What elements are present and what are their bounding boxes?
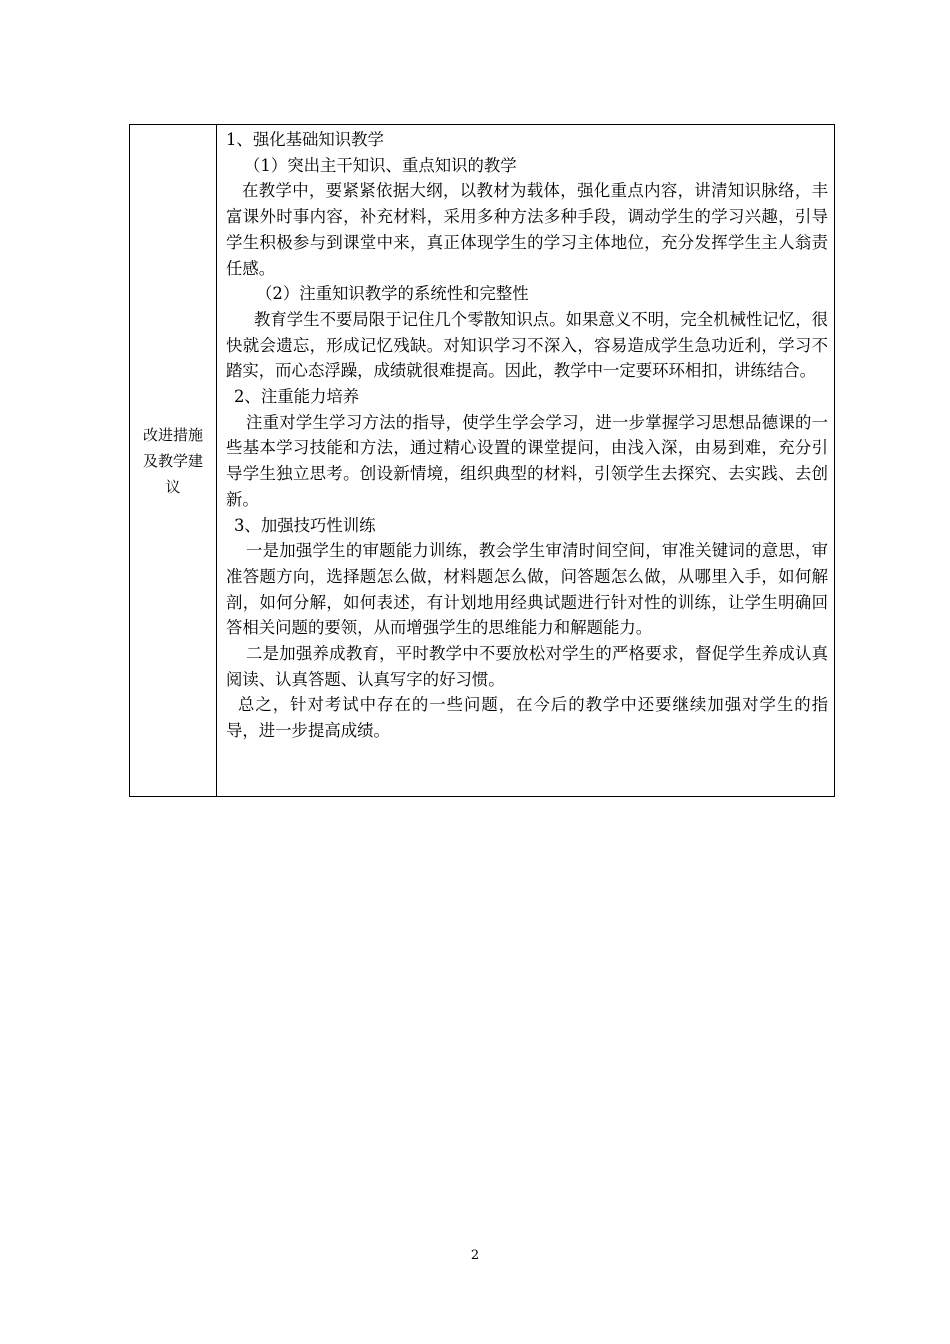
page-number: 2 bbox=[470, 1248, 480, 1263]
heading-2: 2、注重能力培养 bbox=[234, 387, 360, 407]
paragraph-3-1: 一是加强学生的审题能力训练，教会学生审清时间空间，审准关键词的意思，审准答题方向，选择题怎么做，材料题怎么做，问答题怎么做，从哪里入手，如何解剖，如何分解，如何表述，有计划地用经典试题进行针对性的训练，让学生明确回答相关问题的要领，从而增强学生的思维能力和解题能力。 bbox=[226, 541, 828, 638]
paragraph-1-1: 在教学中，要紧紧依据大纲，以教材为载体，强化重点内容，讲清知识脉络，丰富课外时事内容，补充材料，采用多种方法多种手段，调动学生的学习兴趣，引导学生积极参与到课堂中来，真正体现学生的学习主体地位，充分发挥学生主人翁责任感。 bbox=[226, 181, 828, 278]
row-label: 改进措施及教学建议 bbox=[142, 425, 203, 496]
improvement-table bbox=[129, 124, 835, 797]
subheading-1-2: （2）注重知识教学的系统性和完整性 bbox=[256, 284, 529, 304]
heading-3: 3、加强技巧性训练 bbox=[234, 515, 376, 535]
paragraph-2: 注重对学生学习方法的指导，使学生学会学习，进一步掌握学习思想品德课的一些基本学习技能和方法，通过精心设置的课堂提问，由浅入深，由易到难，充分引导学生独立思考。创设新情境，组织典型的材料，引领学生去探究、去实践、去创新。 bbox=[226, 412, 828, 509]
heading-1: 1、强化基础知识教学 bbox=[226, 130, 384, 149]
content-cell bbox=[217, 125, 835, 797]
paragraph-1-2: 教育学生不要局限于记住几个零散知识点。如果意义不明，完全机械性记忆，很快就会遗忘，形成记忆残缺。对知识学习不深入，容易造成学生急功近利，学习不踏实，而心态浮躁，成绩就很难提高。因此，教学中一定要环环相扣，讲练结合。 bbox=[226, 309, 828, 381]
table-row bbox=[130, 125, 835, 797]
paragraph-3-2: 二是加强养成教育，平时教学中不要放松对学生的严格要求，督促学生养成认真阅读、认真答题、认真写字的好习惯。 bbox=[226, 644, 828, 689]
paragraph-conclusion: 总之，针对考试中存在的一些问题，在今后的教学中还要继续加强对学生的指导，进一步提高成绩。 bbox=[226, 695, 828, 741]
row-label-cell bbox=[130, 125, 217, 797]
subheading-1-1: （1）突出主干知识、重点知识的教学 bbox=[244, 155, 517, 175]
